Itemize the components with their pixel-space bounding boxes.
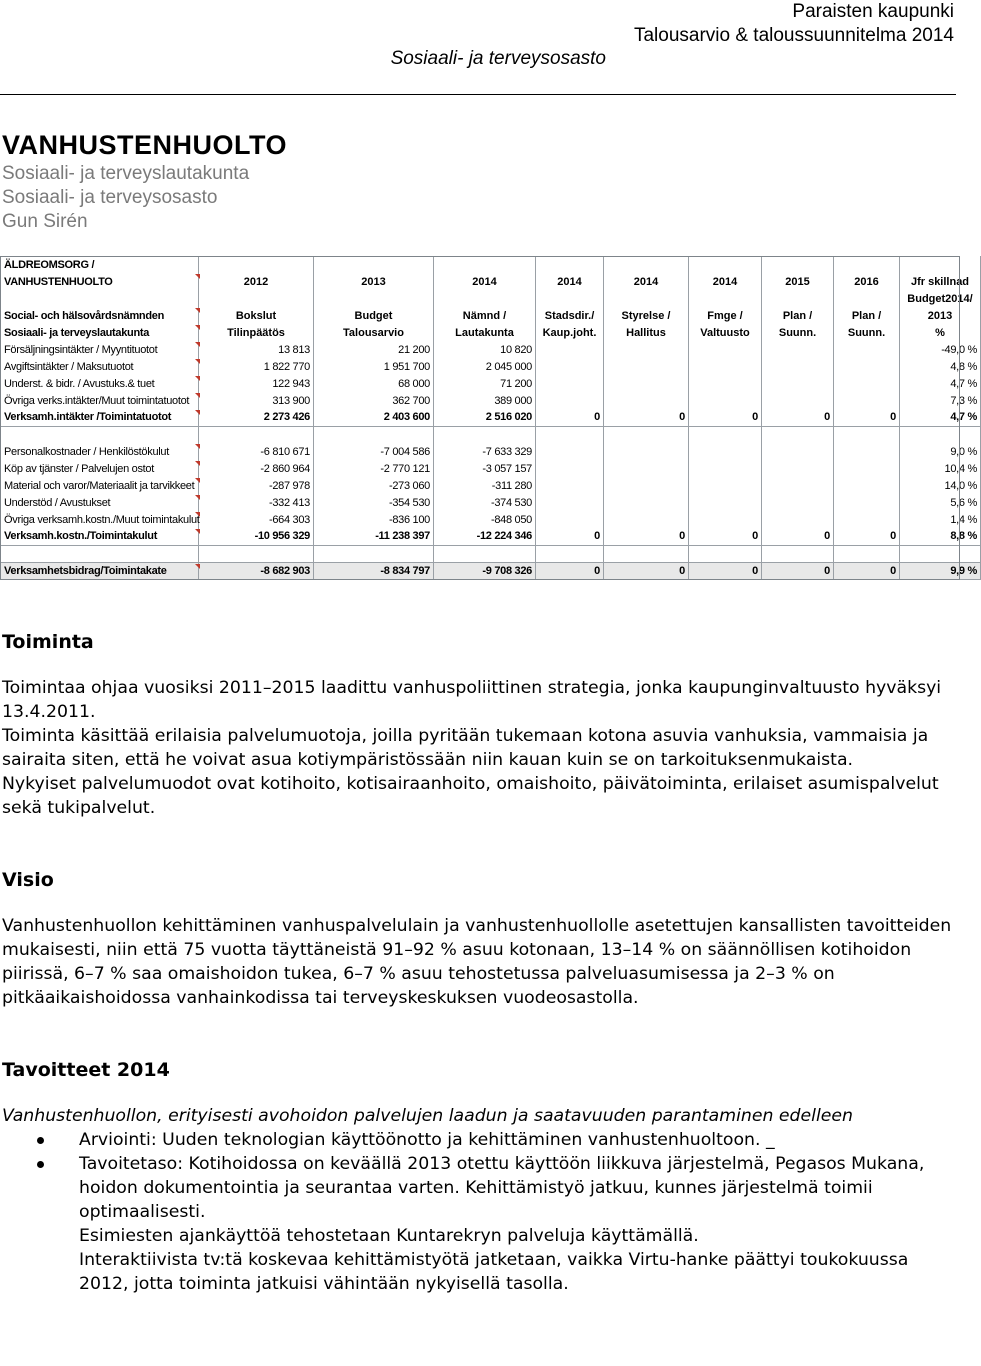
unit-department: Sosiaali- ja terveysosasto xyxy=(2,187,218,208)
table-empty-cell xyxy=(1,545,199,562)
budget-table-image xyxy=(0,256,977,580)
table-cell-value xyxy=(834,443,900,460)
table-header-cell xyxy=(536,256,604,273)
table-header-cell xyxy=(762,290,834,307)
table-header-cell: 2013 xyxy=(900,307,981,324)
table-header-cell: 2014 xyxy=(604,273,689,290)
table-header-label: Sosiaali- ja terveyslautakunta xyxy=(1,324,199,341)
table-row-label: Övriga verks.intäkter/Muut toimintatuotot xyxy=(1,392,199,409)
table-cell-value xyxy=(604,392,689,409)
table-cell-value: -836 100 xyxy=(314,511,434,528)
table-cell-value xyxy=(689,494,762,511)
table-spacer-row xyxy=(1,545,981,562)
table-header-cell: 2015 xyxy=(762,273,834,290)
table-header-cell: % xyxy=(900,324,981,341)
table-header-cell xyxy=(199,256,314,273)
table-cell-value: -311 280 xyxy=(434,477,536,494)
tavoitteet-list xyxy=(2,1128,952,1224)
table-cell-value xyxy=(762,341,834,358)
toiminta-paragraph-1: Toimintaa ohjaa vuosiksi 2011–2015 laadittu vanhuspoliittinen strategia, jonka kaupunginvaltuusto hyväksyi 13.4.2011. xyxy=(2,678,942,722)
table-cell-value: 68 000 xyxy=(314,375,434,392)
table-final-row xyxy=(1,562,981,579)
table-cell-value xyxy=(604,460,689,477)
table-cell-value: -664 303 xyxy=(199,511,314,528)
section-heading-tavoitteet: Tavoitteet 2014 xyxy=(2,1059,170,1081)
table-cell-value: -6 810 671 xyxy=(199,443,314,460)
table-row xyxy=(1,477,981,494)
table-header-cell xyxy=(604,290,689,307)
table-cell-value xyxy=(536,341,604,358)
table-cell-value: 0 xyxy=(689,528,762,545)
table-header-cell: Hallitus xyxy=(604,324,689,341)
table-row-label: Material och varor/Materiaalit ja tarvikkeet xyxy=(1,477,199,494)
table-cell-value: 0 xyxy=(689,562,762,579)
table-cell-value: 0 xyxy=(536,409,604,426)
table-cell-value: 1 822 770 xyxy=(199,358,314,375)
table-row-label: Understöd / Avustukset xyxy=(1,494,199,511)
table-header-cell: Stadsdir./ xyxy=(536,307,604,324)
table-cell-percent: 14,0 % xyxy=(900,477,981,494)
table-cell-value xyxy=(689,511,762,528)
table-row xyxy=(1,494,981,511)
table-header-cell xyxy=(199,290,314,307)
section-heading-visio: Visio xyxy=(2,869,54,891)
table-cell-value xyxy=(604,443,689,460)
table-header-cell xyxy=(689,256,762,273)
table-cell-percent: 4,7 % xyxy=(900,375,981,392)
unit-board: Sosiaali- ja terveyslautakunta xyxy=(2,163,250,184)
visio-paragraph: Vanhustenhuollon kehittäminen vanhuspalvelulain ja vanhustenhuollolle asetettujen kansallisten tavoitteiden mukaisesti, niin että 75 vuotta täyttäneistä 91–92 % asuu kotonaan, 13–14 % on säännöllisen kotihoidon piirissä, 6–7 % saa omaishoidon tukea, 6–7 % asuu tehostetussa palveluasumisessa ja 2–3 % on pitkäaikaishoidossa vanhainkodissa tai terveyskeskuksen vuodeosastolla. xyxy=(2,916,952,1008)
table-cell-value xyxy=(604,494,689,511)
table-cell-value: 10 820 xyxy=(434,341,536,358)
table-cell-value xyxy=(536,375,604,392)
tavoitteet-continuation-2: Interaktiivista tv:tä koskevaa kehittämistyötä jatketaan, vaikka Virtu-hanke päättyi toukokuussa 2012, jotta toiminta jatkuisi vähintään nykyisellä tasolla. xyxy=(79,1250,909,1294)
table-cell-value xyxy=(762,443,834,460)
bullet-tavoitetaso: Tavoitetaso: Kotihoidossa on keväällä 2013 otettu käyttöön liikkuva järjestelmä, Pegasos Mukana, hoidon dokumentointia ja seurantaa varten. Kehittämistyö jatkuu, kunnes järjestelmä toimii optimaalisesti. xyxy=(79,1154,925,1222)
table-empty-cell xyxy=(314,545,434,562)
table-cell-value xyxy=(834,392,900,409)
table-cell-value xyxy=(762,392,834,409)
table-cell-value: -287 978 xyxy=(199,477,314,494)
table-cell-value xyxy=(762,375,834,392)
table-header-cell xyxy=(604,256,689,273)
table-cell-value: 0 xyxy=(604,562,689,579)
table-row xyxy=(1,460,981,477)
table-cell-value xyxy=(689,341,762,358)
table-cell-value: -10 956 329 xyxy=(199,528,314,545)
table-header-row xyxy=(1,290,981,307)
table-empty-cell xyxy=(689,545,762,562)
table-header-cell: Talousarvio xyxy=(314,324,434,341)
table-cell-value xyxy=(536,511,604,528)
table-cell-value: -273 060 xyxy=(314,477,434,494)
table-cell-value: 0 xyxy=(536,562,604,579)
table-cell-value xyxy=(834,358,900,375)
table-cell-value xyxy=(689,392,762,409)
table-cell-value xyxy=(689,460,762,477)
table-cell-value: -8 834 797 xyxy=(314,562,434,579)
table-header-cell: Budget xyxy=(314,307,434,324)
table-empty-cell xyxy=(536,545,604,562)
table-cell-value: -374 530 xyxy=(434,494,536,511)
table-cell-percent: 4,8 % xyxy=(900,358,981,375)
table-cell-value xyxy=(834,341,900,358)
table-row-label: Personalkostnader / Henkilöstökulut xyxy=(1,443,199,460)
table-row-label: Köp av tjänster / Palvelujen ostot xyxy=(1,460,199,477)
table-header-cell: Jfr skillnad xyxy=(900,273,981,290)
table-header-cell: 2014 xyxy=(536,273,604,290)
table-cell-value xyxy=(604,511,689,528)
table-cell-value: 0 xyxy=(604,409,689,426)
table-cell-value xyxy=(834,460,900,477)
table-row xyxy=(1,511,981,528)
table-cell-value: 122 943 xyxy=(199,375,314,392)
header-organization: Paraisten kaupunki xyxy=(792,1,954,22)
table-header-row xyxy=(1,273,981,290)
page-header xyxy=(390,0,954,71)
header-divider xyxy=(0,94,956,95)
table-cell-value xyxy=(536,494,604,511)
table-cell-percent: 9,0 % xyxy=(900,443,981,460)
table-header-row xyxy=(1,324,981,341)
table-cell-value: 0 xyxy=(834,409,900,426)
table-header-cell: Bokslut xyxy=(199,307,314,324)
table-empty-cell xyxy=(536,426,604,443)
table-cell-value xyxy=(536,392,604,409)
table-cell-percent: 7,3 % xyxy=(900,392,981,409)
table-cell-percent: 8,8 % xyxy=(900,528,981,545)
table-cell-value: 2 273 426 xyxy=(199,409,314,426)
table-header-cell: Lautakunta xyxy=(434,324,536,341)
table-cell-value xyxy=(762,511,834,528)
table-cell-value xyxy=(536,443,604,460)
table-cell-value xyxy=(834,494,900,511)
table-cell-value: 1 951 700 xyxy=(314,358,434,375)
table-header-cell xyxy=(434,290,536,307)
table-empty-cell xyxy=(762,426,834,443)
table-cell-value: -3 057 157 xyxy=(434,460,536,477)
table-row-label: Underst. & bidr. / Avustuks.& tuet xyxy=(1,375,199,392)
table-row xyxy=(1,358,981,375)
table-row xyxy=(1,392,981,409)
table-header-cell xyxy=(834,256,900,273)
table-row xyxy=(1,341,981,358)
bullet-arviointi-tail: _ xyxy=(765,1130,775,1150)
table-cell-value: -332 413 xyxy=(199,494,314,511)
table-empty-cell xyxy=(689,426,762,443)
table-header-label xyxy=(1,290,199,307)
table-cell-value xyxy=(689,477,762,494)
unit-responsible-person: Gun Sirén xyxy=(2,211,88,232)
table-cell-value xyxy=(604,477,689,494)
table-header-cell xyxy=(314,256,434,273)
budget-table xyxy=(0,256,981,580)
table-header-cell xyxy=(314,290,434,307)
table-empty-cell xyxy=(1,426,199,443)
table-header-cell xyxy=(900,256,981,273)
table-row-label: Övriga verksamh.kostn./Muut toimintakulut xyxy=(1,511,199,528)
tavoitteet-continuation-1: Esimiesten ajankäyttöä tehostetaan Kuntarekryn palveluja käyttämällä. xyxy=(79,1226,699,1246)
table-cell-value xyxy=(689,443,762,460)
table-cell-value xyxy=(689,358,762,375)
table-cell-value xyxy=(604,341,689,358)
table-cell-value: 0 xyxy=(604,528,689,545)
table-empty-cell xyxy=(900,545,981,562)
table-cell-percent: 10,4 % xyxy=(900,460,981,477)
table-header-label: Social- och hälsovårdsnämnden xyxy=(1,307,199,324)
table-header-cell xyxy=(762,256,834,273)
table-cell-value: -354 530 xyxy=(314,494,434,511)
table-cell-value: 362 700 xyxy=(314,392,434,409)
list-item xyxy=(2,1152,952,1224)
table-header-cell: Suunn. xyxy=(762,324,834,341)
table-cell-value: 313 900 xyxy=(199,392,314,409)
table-row-label: Verksamhetsbidrag/Toimintakate xyxy=(1,562,199,579)
table-total-row xyxy=(1,409,981,426)
table-header-row xyxy=(1,307,981,324)
list-item xyxy=(2,1128,952,1152)
table-cell-value: 389 000 xyxy=(434,392,536,409)
table-cell-value: -2 860 964 xyxy=(199,460,314,477)
table-cell-value xyxy=(762,358,834,375)
table-cell-value xyxy=(762,460,834,477)
table-cell-value: 21 200 xyxy=(314,341,434,358)
table-cell-value: 0 xyxy=(536,528,604,545)
table-header-cell: Budget2014/ xyxy=(900,290,981,307)
table-cell-value xyxy=(604,358,689,375)
table-header-cell xyxy=(536,290,604,307)
table-cell-value: -848 050 xyxy=(434,511,536,528)
table-empty-cell xyxy=(834,426,900,443)
unit-info xyxy=(2,128,287,234)
table-cell-value: -12 224 346 xyxy=(434,528,536,545)
table-header-cell: Plan / xyxy=(762,307,834,324)
table-cell-percent: -49,0 % xyxy=(900,341,981,358)
table-empty-cell xyxy=(434,545,536,562)
table-header-cell: 2012 xyxy=(199,273,314,290)
table-header-cell: 2014 xyxy=(434,273,536,290)
table-cell-value xyxy=(604,375,689,392)
table-cell-value xyxy=(536,358,604,375)
table-spacer-row xyxy=(1,426,981,443)
table-header-cell: 2013 xyxy=(314,273,434,290)
table-header-cell: Kaup.joht. xyxy=(536,324,604,341)
table-empty-cell xyxy=(834,545,900,562)
table-header-cell: Fmge / xyxy=(689,307,762,324)
bullet-icon xyxy=(37,1137,44,1144)
header-section: Sosiaali- ja terveysosasto xyxy=(390,48,606,69)
tavoitteet-intro: Vanhustenhuollon, erityisesti avohoidon palvelujen laadun ja saatavuuden parantaminen edelleen xyxy=(2,1106,853,1126)
table-cell-value: -7 004 586 xyxy=(314,443,434,460)
table-empty-cell xyxy=(434,426,536,443)
table-header-cell: Styrelse / xyxy=(604,307,689,324)
table-cell-percent: 5,6 % xyxy=(900,494,981,511)
table-row-label: Verksamh.intäkter /Toimintatuotot xyxy=(1,409,199,426)
table-cell-value: -11 238 397 xyxy=(314,528,434,545)
table-cell-value xyxy=(834,477,900,494)
table-cell-value: 0 xyxy=(762,409,834,426)
table-cell-value: 0 xyxy=(834,528,900,545)
header-document-title: Talousarvio & taloussuunnitelma 2014 xyxy=(633,24,954,46)
table-cell-value xyxy=(536,477,604,494)
table-cell-value: -2 770 121 xyxy=(314,460,434,477)
table-cell-percent: 9,9 % xyxy=(900,562,981,579)
table-empty-cell xyxy=(314,426,434,443)
table-cell-value xyxy=(834,511,900,528)
table-header-cell xyxy=(834,290,900,307)
table-total-row xyxy=(1,528,981,545)
table-cell-value: 0 xyxy=(762,528,834,545)
table-row-label: Verksamh.kostn./Toimintakulut xyxy=(1,528,199,545)
table-header-cell: Plan / xyxy=(834,307,900,324)
table-empty-cell xyxy=(604,426,689,443)
table-cell-percent: 4,7 % xyxy=(900,409,981,426)
table-cell-value xyxy=(536,460,604,477)
table-cell-value: 13 813 xyxy=(199,341,314,358)
section-heading-toiminta: Toiminta xyxy=(2,631,94,653)
table-header-cell xyxy=(434,256,536,273)
unit-title: VANHUSTENHUOLTO xyxy=(2,130,288,160)
table-cell-value: 0 xyxy=(689,409,762,426)
table-cell-value: -8 682 903 xyxy=(199,562,314,579)
table-header-label: VANHUSTENHUOLTO xyxy=(1,273,199,290)
table-cell-value xyxy=(834,375,900,392)
main-content xyxy=(2,628,952,1296)
table-row xyxy=(1,375,981,392)
table-cell-value: 0 xyxy=(762,562,834,579)
table-header-label: ÄLDREOMSORG / xyxy=(1,256,199,273)
table-header-cell: Suunn. xyxy=(834,324,900,341)
table-header-cell: Valtuusto xyxy=(689,324,762,341)
bullet-arviointi: Arviointi: Uuden teknologian käyttöönotto ja kehittäminen vanhustenhuoltoon. xyxy=(79,1130,761,1150)
table-empty-cell xyxy=(604,545,689,562)
toiminta-paragraph-2: Toiminta käsittää erilaisia palvelumuotoja, joilla pyritään tukemaan kotona asuvia vanhuksia, vammaisia ja sairaita siten, että he voivat asua kotiympäristössään niin kauan kuin se on tarkoituksenmukaista. xyxy=(2,726,929,770)
table-cell-value: -9 708 326 xyxy=(434,562,536,579)
table-header-cell: Nämnd / xyxy=(434,307,536,324)
table-cell-value xyxy=(762,477,834,494)
table-row-label: Avgiftsintäkter / Maksutuotot xyxy=(1,358,199,375)
table-cell-value: 2 516 020 xyxy=(434,409,536,426)
table-cell-value: 71 200 xyxy=(434,375,536,392)
table-cell-value: 2 403 600 xyxy=(314,409,434,426)
table-header-cell xyxy=(689,290,762,307)
table-cell-value: -7 633 329 xyxy=(434,443,536,460)
table-header-cell: Tilinpäätös xyxy=(199,324,314,341)
toiminta-paragraph-3: Nykyiset palvelumuodot ovat kotihoito, kotisairaanhoito, omaishoito, päivätoiminta, erilaiset asumispalvelut sekä tukipalvelut. xyxy=(2,774,939,818)
table-cell-value xyxy=(689,375,762,392)
table-header-row xyxy=(1,256,981,273)
table-empty-cell xyxy=(900,426,981,443)
table-row xyxy=(1,443,981,460)
bullet-icon xyxy=(37,1161,44,1168)
table-empty-cell xyxy=(199,426,314,443)
table-cell-value: 2 045 000 xyxy=(434,358,536,375)
table-cell-value xyxy=(762,494,834,511)
table-empty-cell xyxy=(762,545,834,562)
table-empty-cell xyxy=(199,545,314,562)
table-row-label: Försäljningsintäkter / Myyntituotot xyxy=(1,341,199,358)
table-header-cell: 2014 xyxy=(689,273,762,290)
table-cell-value: 0 xyxy=(834,562,900,579)
table-cell-percent: 1,4 % xyxy=(900,511,981,528)
table-header-cell: 2016 xyxy=(834,273,900,290)
